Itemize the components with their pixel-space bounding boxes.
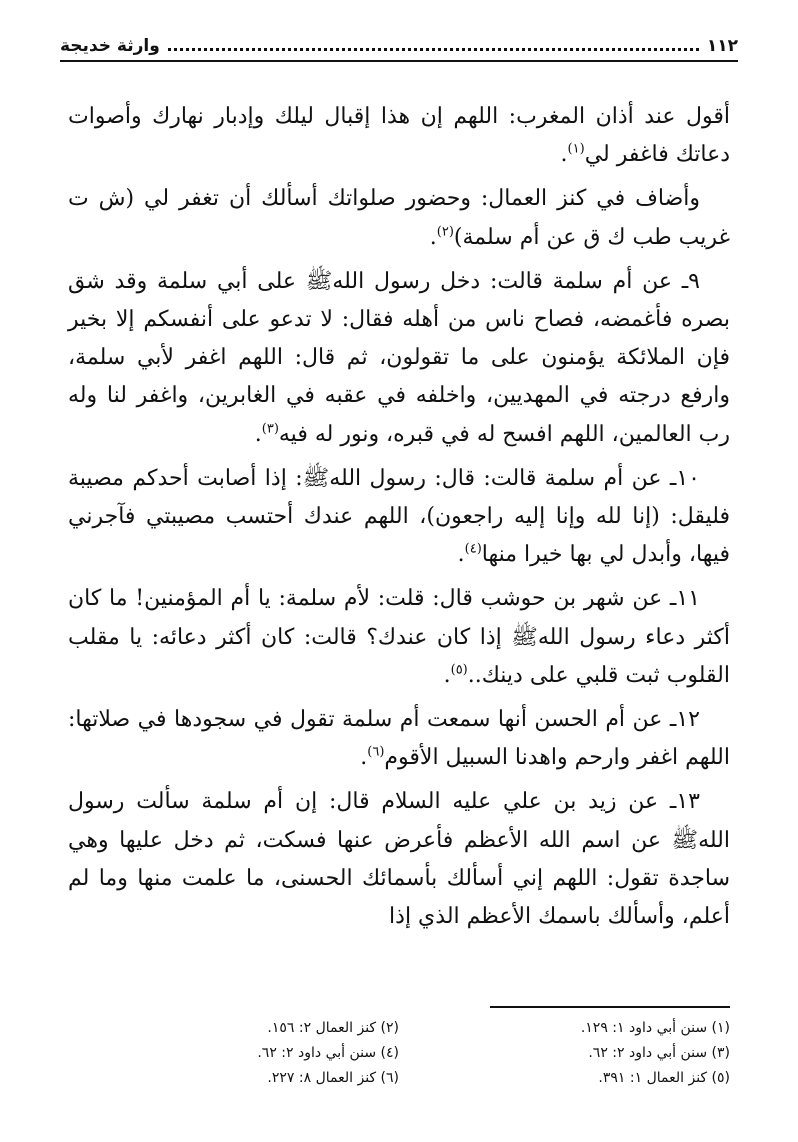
footnote-ref: (٢) (436, 224, 454, 240)
paragraph-2: وأضاف في كنز العمال: وحضور صلواتك أسألك أن تغفر لي (ش ت غريب طب ك ق عن أم سلمة)$^{(٢)}$. (68, 186, 730, 250)
page-number: ١١٢ (706, 36, 738, 56)
paragraph-6: ١٢ـ عن أم الحسن أنها سمعت أم سلمة تقول في سجودها في صلاتها: اللهم اغفر وارحم واهدنا السبيل الأقوم$^{(٦)}$. (68, 707, 730, 771)
paragraph-7: ١٣ـ عن زيد بن علي عليه السلام قال: إن أم سلمة سألت رسول اللهﷺ عن اسم الله الأعظم فأعرض عنها فسكت، ثم دخل عليها وهي ساجدة تقول: اللهم إني أسألك بأسمائك الحسنى، ما علمت منها وما لم أعلم، وأسألك باسمك الأعظم الذي إذا (68, 789, 730, 930)
paragraph-1: أقول عند أذان المغرب: اللهم إن هذا إقبال ليلك وإدبار نهارك وأصوات دعاتك فاغفر لي$^{(١)}$. (68, 104, 730, 168)
footnote-ref: (٥) (450, 662, 468, 678)
paragraph-5: ١١ـ عن شهر بن حوشب قال: قلت: لأم سلمة: يا أم المؤمنين! ما كان أكثر دعاء رسول اللهﷺ إذا كان عندك؟ قالت: كان أكثر دعائه: يا مقلب القلوب ثبت قلبي على دينك..$^{(٥)}$. (68, 586, 730, 688)
footnote-4: (٤) سنن أبي داود ٢: ٦٢. (257, 1045, 399, 1061)
footnote-3: (٣) سنن أبي داود ٢: ٦٢. (588, 1045, 730, 1061)
header-leader-dots (168, 48, 699, 51)
footnote-ref: (١) (567, 141, 585, 157)
footnote-ref: (٦) (367, 744, 385, 760)
paragraph-3: ٩ـ عن أم سلمة قالت: دخل رسول اللهﷺ على أبي سلمة وقد شق بصره فأغمضه، فصاح ناس من أهله فقال: لا تدعو على أنفسكم إلا بخير فإن الملائكة يؤمنون على ما تقولون، ثم قال: اللهم اغفر لأبي سلمة، وارفع درجته في المهديين، واخلفه في عقبه في الغابرين، واغفر لنا وله رب العالمين، اللهم افسح له في قبره، ونور له فيه$^{(٣)}$. (68, 268, 730, 447)
footnote-ref: (٣) (261, 421, 279, 437)
paragraph-4: ١٠ـ عن أم سلمة قالت: قال: رسول اللهﷺ: إذا أصابت أحدكم مصيبة فليقل: (إنا لله وإنا إليه راجعون)، اللهم عندك أحتسب مصيبتي فآجرني فيها، وأبدل لي بها خيرا منها$^{(٤)}$. (68, 465, 730, 568)
footnote-1: (١) سنن أبي داود ١: ١٢٩. (580, 1020, 730, 1036)
footnote-5: (٥) كنز العمال ١: ٣٩١. (598, 1070, 730, 1086)
footnote-6: (٦) كنز العمال ٨: ٢٢٧. (267, 1070, 399, 1086)
main-text (68, 98, 730, 942)
footnotes (68, 1018, 730, 1089)
footnote-ref: (٤) (464, 541, 482, 557)
footnote-2: (٢) كنز العمال ٢: ١٥٦. (267, 1020, 399, 1036)
running-title: وارثة خديجة (60, 36, 160, 56)
footnote-separator (490, 1006, 730, 1008)
running-header (60, 22, 738, 62)
